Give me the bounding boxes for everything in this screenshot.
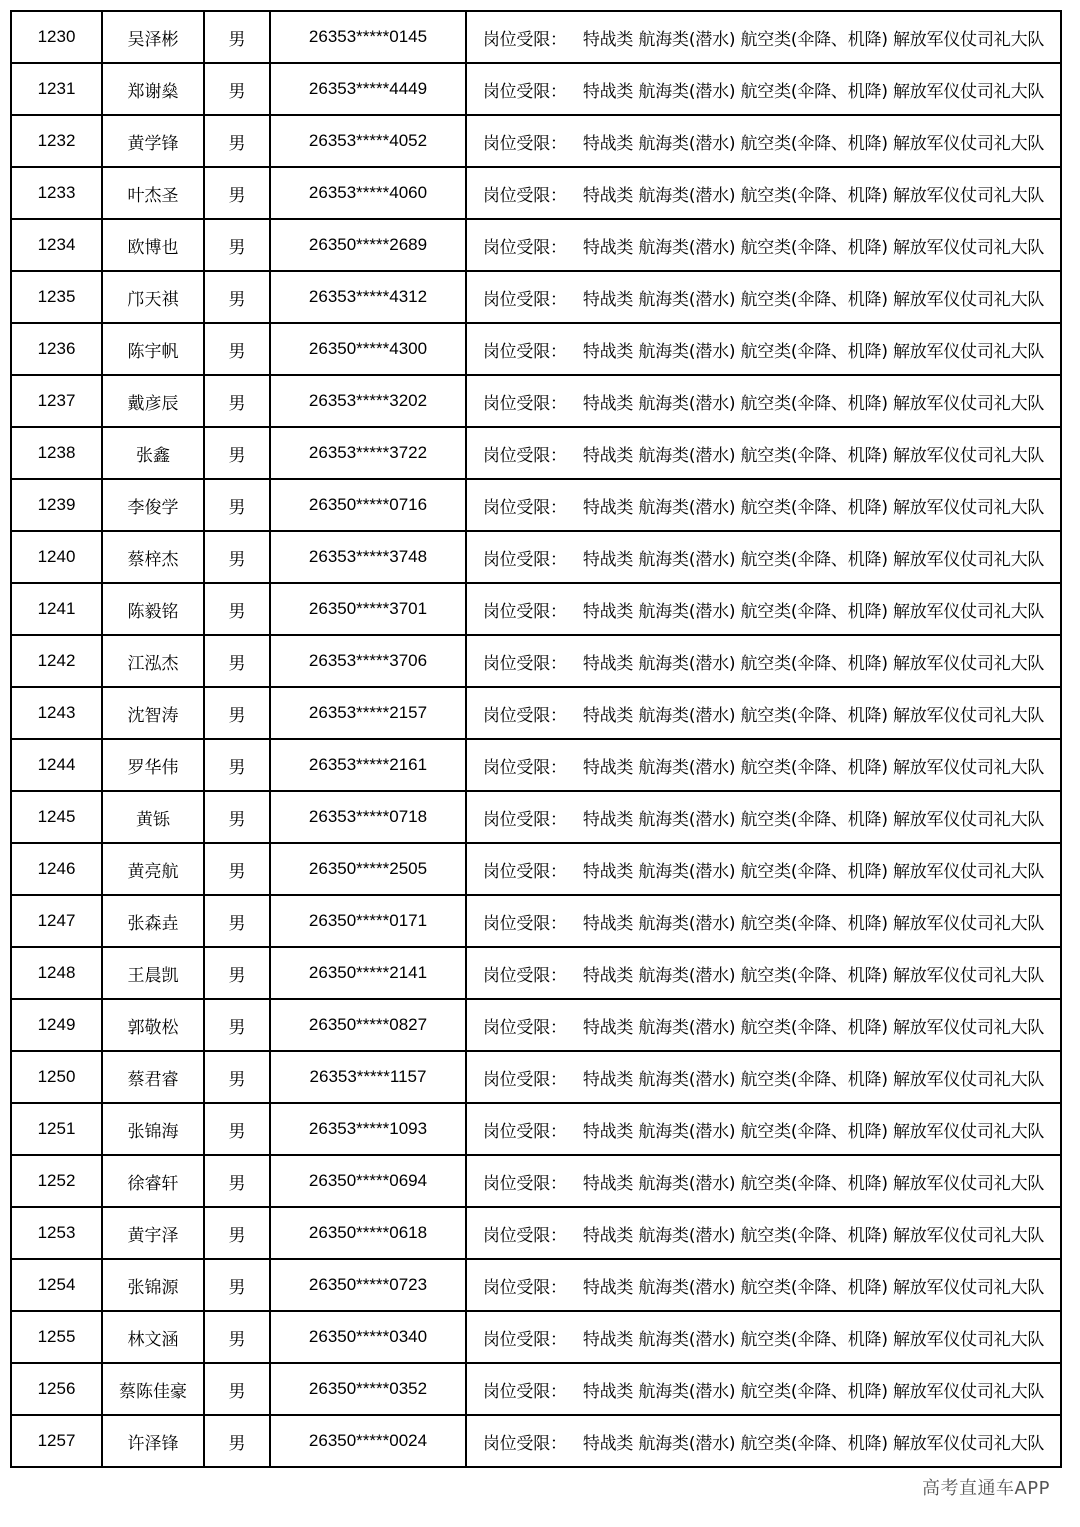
row-number-cell: 1245 — [11, 791, 102, 843]
table-row — [11, 583, 1061, 635]
restriction-note-cell — [466, 63, 1061, 115]
restriction-note-cell — [466, 1415, 1061, 1467]
table-row — [11, 115, 1061, 167]
gender-cell: 男 — [204, 791, 270, 843]
id-number-cell: 26350*****4300 — [270, 323, 466, 375]
name-cell: 陈宇帆 — [102, 323, 204, 375]
gender-cell: 男 — [204, 1103, 270, 1155]
name-cell: 欧博也 — [102, 219, 204, 271]
restriction-note-cell — [466, 1363, 1061, 1415]
id-number-cell: 26350*****0352 — [270, 1363, 466, 1415]
row-number-cell: 1241 — [11, 583, 102, 635]
row-number-cell: 1252 — [11, 1155, 102, 1207]
restriction-label: 岗位受限： — [482, 1433, 567, 1454]
gender-cell: 男 — [204, 375, 270, 427]
restriction-text: 特战类 航海类(潜水) 航空类(伞降、机降) 解放军仪仗司礼大队 — [582, 445, 1045, 466]
restriction-label: 岗位受限： — [482, 913, 567, 934]
restriction-note-cell — [466, 427, 1061, 479]
id-number-cell: 26350*****0827 — [270, 999, 466, 1051]
row-number-cell: 1238 — [11, 427, 102, 479]
restriction-text: 特战类 航海类(潜水) 航空类(伞降、机降) 解放军仪仗司礼大队 — [582, 1069, 1045, 1090]
table-row — [11, 1311, 1061, 1363]
restriction-text: 特战类 航海类(潜水) 航空类(伞降、机降) 解放军仪仗司礼大队 — [582, 757, 1045, 778]
table-row — [11, 63, 1061, 115]
restriction-label: 岗位受限： — [482, 1277, 567, 1298]
restriction-text: 特战类 航海类(潜水) 航空类(伞降、机降) 解放军仪仗司礼大队 — [582, 133, 1045, 154]
name-cell: 蔡梓杰 — [102, 531, 204, 583]
id-number-cell: 26353*****0145 — [270, 11, 466, 63]
restriction-text: 特战类 航海类(潜水) 航空类(伞降、机降) 解放军仪仗司礼大队 — [582, 965, 1045, 986]
name-cell: 徐睿轩 — [102, 1155, 204, 1207]
restriction-note-cell — [466, 271, 1061, 323]
name-cell: 张锦源 — [102, 1259, 204, 1311]
restriction-label: 岗位受限： — [482, 757, 567, 778]
gender-cell: 男 — [204, 1415, 270, 1467]
restriction-text: 特战类 航海类(潜水) 航空类(伞降、机降) 解放军仪仗司礼大队 — [582, 341, 1045, 362]
id-number-cell: 26350*****0171 — [270, 895, 466, 947]
row-number-cell: 1236 — [11, 323, 102, 375]
restriction-label: 岗位受限： — [482, 1121, 567, 1142]
name-cell: 黄宇泽 — [102, 1207, 204, 1259]
restriction-label: 岗位受限： — [482, 289, 567, 310]
restriction-note-cell — [466, 1103, 1061, 1155]
gender-cell: 男 — [204, 947, 270, 999]
name-cell: 邝天祺 — [102, 271, 204, 323]
row-number-cell: 1243 — [11, 687, 102, 739]
restriction-note-cell — [466, 219, 1061, 271]
name-cell: 黄学锋 — [102, 115, 204, 167]
name-cell: 罗华伟 — [102, 739, 204, 791]
id-number-cell: 26350*****0723 — [270, 1259, 466, 1311]
name-cell: 黄铄 — [102, 791, 204, 843]
name-cell: 沈智涛 — [102, 687, 204, 739]
restriction-text: 特战类 航海类(潜水) 航空类(伞降、机降) 解放军仪仗司礼大队 — [582, 185, 1045, 206]
table-row — [11, 11, 1061, 63]
table-row — [11, 1103, 1061, 1155]
gender-cell: 男 — [204, 843, 270, 895]
restriction-label: 岗位受限： — [482, 705, 567, 726]
gender-cell: 男 — [204, 219, 270, 271]
id-number-cell: 26350*****0694 — [270, 1155, 466, 1207]
table-row — [11, 947, 1061, 999]
restriction-label: 岗位受限： — [482, 445, 567, 466]
gender-cell: 男 — [204, 427, 270, 479]
gender-cell: 男 — [204, 739, 270, 791]
restriction-note-cell — [466, 375, 1061, 427]
row-number-cell: 1246 — [11, 843, 102, 895]
restriction-note-cell — [466, 11, 1061, 63]
name-cell: 张森垚 — [102, 895, 204, 947]
table-row — [11, 999, 1061, 1051]
row-number-cell: 1253 — [11, 1207, 102, 1259]
row-number-cell: 1242 — [11, 635, 102, 687]
restriction-label: 岗位受限： — [482, 237, 567, 258]
restriction-text: 特战类 航海类(潜水) 航空类(伞降、机降) 解放军仪仗司礼大队 — [582, 861, 1045, 882]
id-number-cell: 26353*****3722 — [270, 427, 466, 479]
restriction-note-cell — [466, 1311, 1061, 1363]
id-number-cell: 26350*****0618 — [270, 1207, 466, 1259]
row-number-cell: 1231 — [11, 63, 102, 115]
restriction-note-cell — [466, 843, 1061, 895]
name-cell: 蔡君睿 — [102, 1051, 204, 1103]
name-cell: 张锦海 — [102, 1103, 204, 1155]
name-cell: 许泽锋 — [102, 1415, 204, 1467]
restriction-text: 特战类 航海类(潜水) 航空类(伞降、机降) 解放军仪仗司礼大队 — [582, 81, 1045, 102]
gender-cell: 男 — [204, 635, 270, 687]
restriction-label: 岗位受限： — [482, 81, 567, 102]
restriction-note-cell — [466, 583, 1061, 635]
table-row — [11, 167, 1061, 219]
restriction-label: 岗位受限： — [482, 1329, 567, 1350]
restriction-label: 岗位受限： — [482, 861, 567, 882]
id-number-cell: 26353*****4052 — [270, 115, 466, 167]
row-number-cell: 1235 — [11, 271, 102, 323]
name-cell: 蔡陈佳豪 — [102, 1363, 204, 1415]
table-row — [11, 843, 1061, 895]
restriction-label: 岗位受限： — [482, 1173, 567, 1194]
row-number-cell: 1232 — [11, 115, 102, 167]
restriction-label: 岗位受限： — [482, 1381, 567, 1402]
table-row — [11, 1415, 1061, 1467]
id-number-cell: 26350*****3701 — [270, 583, 466, 635]
name-cell: 戴彦辰 — [102, 375, 204, 427]
gender-cell: 男 — [204, 895, 270, 947]
gender-cell: 男 — [204, 1051, 270, 1103]
restriction-text: 特战类 航海类(潜水) 航空类(伞降、机降) 解放军仪仗司礼大队 — [582, 289, 1045, 310]
name-cell: 江泓杰 — [102, 635, 204, 687]
id-number-cell: 26353*****1157 — [270, 1051, 466, 1103]
table-row — [11, 895, 1061, 947]
restriction-text: 特战类 航海类(潜水) 航空类(伞降、机降) 解放军仪仗司礼大队 — [582, 1329, 1045, 1350]
id-number-cell: 26353*****3748 — [270, 531, 466, 583]
name-cell: 李俊学 — [102, 479, 204, 531]
restriction-text: 特战类 航海类(潜水) 航空类(伞降、机降) 解放军仪仗司礼大队 — [582, 705, 1045, 726]
table-row — [11, 271, 1061, 323]
gender-cell: 男 — [204, 531, 270, 583]
table-row — [11, 1207, 1061, 1259]
restriction-label: 岗位受限： — [482, 1225, 567, 1246]
id-number-cell: 26353*****4060 — [270, 167, 466, 219]
restriction-text: 特战类 航海类(潜水) 航空类(伞降、机降) 解放军仪仗司礼大队 — [582, 1225, 1045, 1246]
table-row — [11, 739, 1061, 791]
table-row — [11, 219, 1061, 271]
restriction-text: 特战类 航海类(潜水) 航空类(伞降、机降) 解放军仪仗司礼大队 — [582, 653, 1045, 674]
table-row — [11, 1259, 1061, 1311]
restriction-label: 岗位受限： — [482, 29, 567, 50]
gender-cell: 男 — [204, 583, 270, 635]
gender-cell: 男 — [204, 999, 270, 1051]
row-number-cell: 1239 — [11, 479, 102, 531]
id-number-cell: 26353*****4312 — [270, 271, 466, 323]
restriction-note-cell — [466, 635, 1061, 687]
table-row — [11, 479, 1061, 531]
id-number-cell: 26353*****2161 — [270, 739, 466, 791]
gender-cell: 男 — [204, 687, 270, 739]
restriction-label: 岗位受限： — [482, 341, 567, 362]
restriction-note-cell — [466, 947, 1061, 999]
row-number-cell: 1230 — [11, 11, 102, 63]
restriction-text: 特战类 航海类(潜水) 航空类(伞降、机降) 解放军仪仗司礼大队 — [582, 1433, 1045, 1454]
table-row — [11, 687, 1061, 739]
restriction-text: 特战类 航海类(潜水) 航空类(伞降、机降) 解放军仪仗司礼大队 — [582, 1017, 1045, 1038]
id-number-cell: 26350*****2689 — [270, 219, 466, 271]
restriction-note-cell — [466, 999, 1061, 1051]
restriction-label: 岗位受限： — [482, 601, 567, 622]
name-cell: 郑谢燊 — [102, 63, 204, 115]
restriction-note-cell — [466, 167, 1061, 219]
gender-cell: 男 — [204, 271, 270, 323]
id-number-cell: 26350*****2505 — [270, 843, 466, 895]
row-number-cell: 1254 — [11, 1259, 102, 1311]
id-number-cell: 26350*****0716 — [270, 479, 466, 531]
row-number-cell: 1248 — [11, 947, 102, 999]
restriction-note-cell — [466, 1155, 1061, 1207]
row-number-cell: 1244 — [11, 739, 102, 791]
table-row — [11, 531, 1061, 583]
restriction-label: 岗位受限： — [482, 133, 567, 154]
restriction-label: 岗位受限： — [482, 185, 567, 206]
roster-table-body — [11, 11, 1061, 1467]
restriction-note-cell — [466, 531, 1061, 583]
table-row — [11, 375, 1061, 427]
id-number-cell: 26350*****2141 — [270, 947, 466, 999]
row-number-cell: 1251 — [11, 1103, 102, 1155]
gender-cell: 男 — [204, 323, 270, 375]
restriction-label: 岗位受限： — [482, 1069, 567, 1090]
gender-cell: 男 — [204, 1311, 270, 1363]
row-number-cell: 1257 — [11, 1415, 102, 1467]
name-cell: 吴泽彬 — [102, 11, 204, 63]
gender-cell: 男 — [204, 1155, 270, 1207]
name-cell: 张鑫 — [102, 427, 204, 479]
restriction-note-cell — [466, 115, 1061, 167]
restriction-text: 特战类 航海类(潜水) 航空类(伞降、机降) 解放军仪仗司礼大队 — [582, 1121, 1045, 1142]
name-cell: 林文涵 — [102, 1311, 204, 1363]
row-number-cell: 1256 — [11, 1363, 102, 1415]
gender-cell: 男 — [204, 63, 270, 115]
restriction-text: 特战类 航海类(潜水) 航空类(伞降、机降) 解放军仪仗司礼大队 — [582, 1173, 1045, 1194]
restriction-label: 岗位受限： — [482, 653, 567, 674]
table-row — [11, 427, 1061, 479]
restriction-label: 岗位受限： — [482, 549, 567, 570]
id-number-cell: 26350*****0024 — [270, 1415, 466, 1467]
roster-sheet — [10, 10, 1062, 1468]
restriction-label: 岗位受限： — [482, 497, 567, 518]
table-row — [11, 1155, 1061, 1207]
name-cell: 陈毅铭 — [102, 583, 204, 635]
restriction-note-cell — [466, 687, 1061, 739]
row-number-cell: 1255 — [11, 1311, 102, 1363]
restriction-text: 特战类 航海类(潜水) 航空类(伞降、机降) 解放军仪仗司礼大队 — [582, 1381, 1045, 1402]
restriction-note-cell — [466, 1259, 1061, 1311]
restriction-text: 特战类 航海类(潜水) 航空类(伞降、机降) 解放军仪仗司礼大队 — [582, 497, 1045, 518]
table-row — [11, 323, 1061, 375]
restriction-text: 特战类 航海类(潜水) 航空类(伞降、机降) 解放军仪仗司礼大队 — [582, 809, 1045, 830]
name-cell: 王晨凯 — [102, 947, 204, 999]
gender-cell: 男 — [204, 1363, 270, 1415]
id-number-cell: 26353*****2157 — [270, 687, 466, 739]
gender-cell: 男 — [204, 1259, 270, 1311]
restriction-note-cell — [466, 323, 1061, 375]
restriction-text: 特战类 航海类(潜水) 航空类(伞降、机降) 解放军仪仗司礼大队 — [582, 549, 1045, 570]
restriction-text: 特战类 航海类(潜水) 航空类(伞降、机降) 解放军仪仗司礼大队 — [582, 393, 1045, 414]
restriction-text: 特战类 航海类(潜水) 航空类(伞降、机降) 解放军仪仗司礼大队 — [582, 29, 1045, 50]
id-number-cell: 26353*****3202 — [270, 375, 466, 427]
restriction-label: 岗位受限： — [482, 965, 567, 986]
restriction-text: 特战类 航海类(潜水) 航空类(伞降、机降) 解放军仪仗司礼大队 — [582, 237, 1045, 258]
restriction-note-cell — [466, 1207, 1061, 1259]
row-number-cell: 1250 — [11, 1051, 102, 1103]
gender-cell: 男 — [204, 1207, 270, 1259]
gender-cell: 男 — [204, 167, 270, 219]
gender-cell: 男 — [204, 115, 270, 167]
table-row — [11, 791, 1061, 843]
restriction-label: 岗位受限： — [482, 809, 567, 830]
id-number-cell: 26353*****3706 — [270, 635, 466, 687]
restriction-note-cell — [466, 739, 1061, 791]
row-number-cell: 1233 — [11, 167, 102, 219]
restriction-note-cell — [466, 1051, 1061, 1103]
restriction-note-cell — [466, 895, 1061, 947]
id-number-cell: 26353*****0718 — [270, 791, 466, 843]
name-cell: 黄亮航 — [102, 843, 204, 895]
row-number-cell: 1237 — [11, 375, 102, 427]
restriction-note-cell — [466, 791, 1061, 843]
table-row — [11, 1363, 1061, 1415]
row-number-cell: 1234 — [11, 219, 102, 271]
row-number-cell: 1249 — [11, 999, 102, 1051]
table-row — [11, 1051, 1061, 1103]
restriction-text: 特战类 航海类(潜水) 航空类(伞降、机降) 解放军仪仗司礼大队 — [582, 1277, 1045, 1298]
id-number-cell: 26353*****1093 — [270, 1103, 466, 1155]
gender-cell: 男 — [204, 11, 270, 63]
name-cell: 郭敬松 — [102, 999, 204, 1051]
restriction-text: 特战类 航海类(潜水) 航空类(伞降、机降) 解放军仪仗司礼大队 — [582, 601, 1045, 622]
restriction-label: 岗位受限： — [482, 393, 567, 414]
restriction-note-cell — [466, 479, 1061, 531]
id-number-cell: 26350*****0340 — [270, 1311, 466, 1363]
restriction-label: 岗位受限： — [482, 1017, 567, 1038]
restriction-text: 特战类 航海类(潜水) 航空类(伞降、机降) 解放军仪仗司礼大队 — [582, 913, 1045, 934]
id-number-cell: 26353*****4449 — [270, 63, 466, 115]
table-row — [11, 635, 1061, 687]
row-number-cell: 1247 — [11, 895, 102, 947]
roster-table — [10, 10, 1062, 1468]
watermark: 高考直通车APP — [921, 1478, 1050, 1499]
gender-cell: 男 — [204, 479, 270, 531]
name-cell: 叶杰圣 — [102, 167, 204, 219]
row-number-cell: 1240 — [11, 531, 102, 583]
